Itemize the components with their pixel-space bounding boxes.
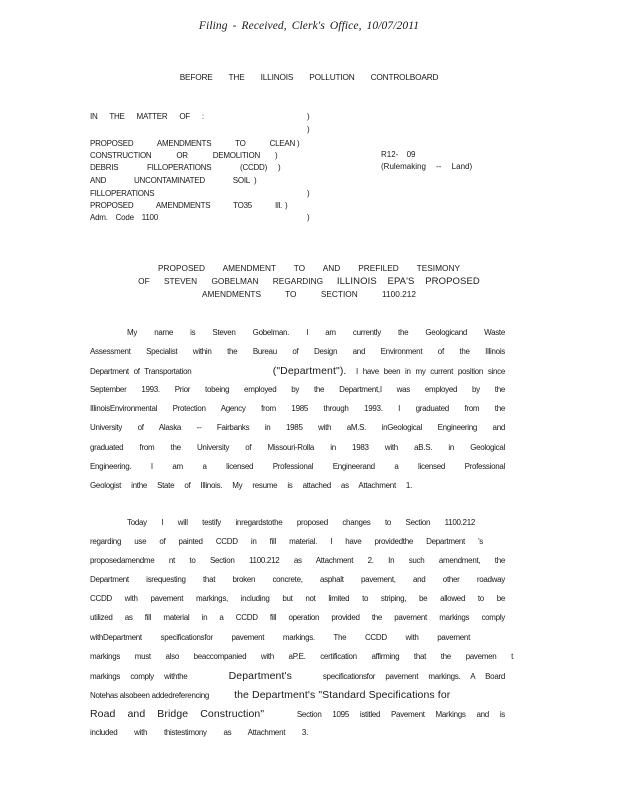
body-line: Today I will testify inregardstothe proposed changes to Section 1100.212 bbox=[127, 518, 475, 527]
caption-paren: ) bbox=[278, 163, 281, 172]
body-line: Assessment Specialist within the Bureau of Design and Environment of the Illinois bbox=[90, 347, 505, 357]
body-line: Notehas alsobeen addedreferencing the Department's "Standard Specifications for bbox=[90, 688, 451, 701]
body-line: September 1993. Prior tobeing employed by the Department,I was employed by the bbox=[90, 385, 505, 395]
caption-line-filloperations: FILLOPERATIONS bbox=[90, 189, 155, 198]
body-line: graduated from the University of Missouri-Rolla in 1983 with aB.S. in Geological bbox=[90, 442, 505, 452]
testimony-title bbox=[100, 263, 518, 302]
body-line: markings must also beaccompanied with aP.E. certification affirming that the pavemen t bbox=[90, 651, 513, 661]
caption-paren: ) bbox=[285, 201, 288, 210]
body-line: markings comply withthe Department's specificationsfor pavement markings. A Board bbox=[90, 669, 505, 682]
caption-line-code: Adm. Code 1100 bbox=[90, 213, 158, 222]
body-line: University of Alaska -- Fairbanks in 1985 with aM.S. inGeological Engineering and bbox=[90, 423, 505, 433]
paragraph-1 bbox=[90, 327, 505, 499]
caption-line-amendments: PROPOSED AMENDMENTS TO CLEAN bbox=[90, 139, 295, 148]
body-line: Engineering. I am a licensed Professional Engineerand a licensed Professional bbox=[90, 461, 505, 471]
board-heading: BEFORE THE ILLINOIS POLLUTION CONTROLBOARD bbox=[179, 72, 439, 82]
body-line: IllinoisEnvironmental Protection Agency from 1985 through 1993. I graduated from the bbox=[90, 404, 505, 414]
title-line-2b: ILLINOIS EPA'S PROPOSED bbox=[336, 276, 480, 287]
body-line: regarding use of painted CCDD in fill material. I have providedthe Department 's bbox=[90, 537, 483, 547]
title-line-1: PROPOSED AMENDMENT TO AND PREFILED TESIMONY bbox=[158, 263, 460, 273]
paragraph-2 bbox=[90, 517, 513, 746]
caption-line-matter: IN THE MATTER OF : bbox=[90, 112, 204, 121]
body-line: CCDD with pavement markings, including but not limited to striping, be allowed to be bbox=[90, 594, 505, 604]
body-line: Geologist inthe State of Illinois. My resume is attached as Attachment 1. bbox=[90, 480, 412, 490]
body-line: included with thistestimony as Attachment 3. bbox=[90, 728, 308, 738]
body-line: Department of Transportation ("Department"). I have been in my current position since bbox=[90, 365, 506, 378]
caption-line-soil: AND UNCONTAMINATED SOIL bbox=[90, 176, 250, 185]
body-line: withDepartment specificationsfor pavement markings. The CCDD with pavement bbox=[90, 632, 470, 642]
caption-line-amendments-35: PROPOSED AMENDMENTS TO35 Ill. bbox=[90, 201, 282, 210]
body-line: My name is Steven Gobelman. I am currently the Geologicand Waste bbox=[127, 328, 505, 337]
caption-paren: ) bbox=[307, 125, 310, 134]
title-line-2 bbox=[100, 276, 518, 289]
docket-number: R12- 09 bbox=[381, 150, 416, 159]
body-line: Road and Bridge Construction" Section 1095 istitled Pavement Markings and is bbox=[90, 707, 505, 720]
caption-line-construction: CONSTRUCTION OR DEMOLITION bbox=[90, 151, 260, 160]
docket-type: (Rulemaking -- Land) bbox=[381, 162, 473, 171]
caption-paren: ) bbox=[307, 112, 310, 121]
body-line: proposedamendme nt to Section 1100.212 as Attachment 2. In such amendment, the bbox=[90, 556, 505, 566]
caption-paren: ) bbox=[307, 189, 310, 198]
docket-block bbox=[381, 150, 472, 171]
filing-stamp: Filing - Received, Clerk's Office, 10/07/2011 bbox=[198, 20, 420, 32]
title-line-3: AMENDMENTS TO SECTION 1100.212 bbox=[201, 289, 416, 299]
title-line-2a: OF STEVEN GOBELMAN REGARDING bbox=[138, 276, 324, 286]
caption-paren: ) bbox=[307, 213, 310, 222]
caption-line-debris: DEBRIS FILLOPERATIONS (CCDD) bbox=[90, 163, 267, 172]
body-line: utilized as fill material in a CCDD fill operation provided the pavement markings comply bbox=[90, 613, 505, 623]
caption-paren: ) bbox=[254, 176, 257, 185]
body-line: Department isrequesting that broken concrete, asphalt pavement, and other roadway bbox=[90, 575, 505, 585]
caption-paren: ) bbox=[275, 151, 278, 160]
caption-paren: ) bbox=[297, 139, 300, 148]
